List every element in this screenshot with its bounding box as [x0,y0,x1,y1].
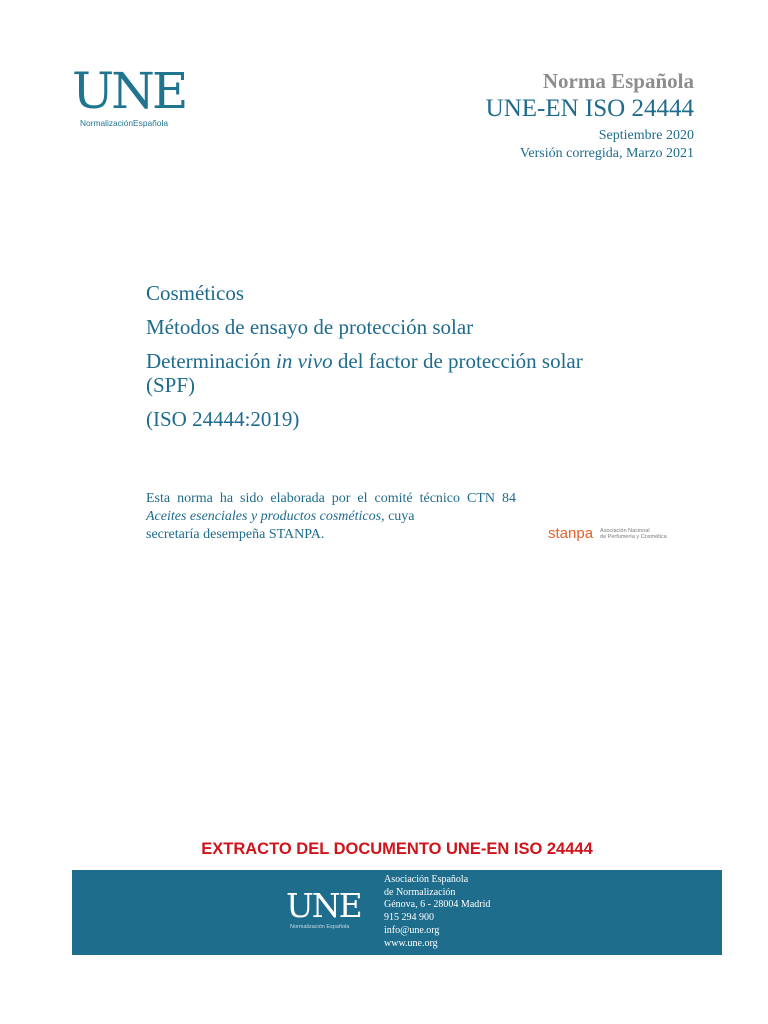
footer-une-logo [286,888,376,938]
title-determination [146,349,686,373]
une-logo-mark: UNE [72,62,186,120]
publication-date: Septiembre 2020 [598,128,694,143]
footer-org-line1: Asociación Española [384,874,469,885]
title-determination-pre: Determinación [146,349,277,373]
une-logo-tagline: NormalizaciónEspañola [80,118,168,128]
footer-banner [72,870,722,955]
committee-text-pre: Esta norma ha sido elaborada por el comité técnico CTN 84 [146,491,516,506]
title-iso-reference: (ISO 24444:2019) [146,407,300,431]
stanpa-assoc-line2: de Perfumería y Cosmética [600,534,667,541]
stanpa-wordmark: stanpa [548,525,594,543]
corrected-version: Versión corregida, Marzo 2021 [519,146,694,161]
stanpa-logo [548,525,667,543]
title-cosmetics: Cosméticos [146,281,244,305]
stanpa-association-name [600,528,667,540]
title-test-methods: Métodos de ensayo de protección solar [146,315,474,339]
committee-secretariat: secretaría desempeña STANPA. [146,527,325,542]
committee-text [146,490,516,526]
standard-header [486,68,694,163]
footer-contact-info [384,874,490,950]
committee-name: Aceites esenciales y productos cosméticos [146,509,382,524]
committee-text-post: , cuya [381,509,415,524]
title-determination-post: del factor de protección solar [332,349,583,373]
footer-une-logo-tagline: Normalización Española [290,924,350,930]
footer-email-link[interactable]: info@une.org [384,924,440,936]
title-spf: (SPF) [146,373,196,397]
document-titles [146,281,686,441]
committee-statement [146,490,516,544]
footer-phone: 915 294 900 [384,912,434,924]
norma-label: Norma Española [542,69,694,93]
extract-title: EXTRACTO DEL DOCUMENTO UNE-EN ISO 24444 [201,840,593,858]
footer-une-logo-mark: UNE [286,886,361,925]
footer-org-line2: de Normalización [384,886,456,898]
standard-code: UNE-EN ISO 24444 [485,95,694,122]
footer-address: Génova, 6 - 28004 Madrid [384,899,491,911]
title-in-vivo: in vivo [276,349,333,373]
stanpa-assoc-line1: Asociación Nacional [600,528,650,535]
une-logo [72,62,192,130]
footer-web-link[interactable]: www.une.org [384,937,438,949]
